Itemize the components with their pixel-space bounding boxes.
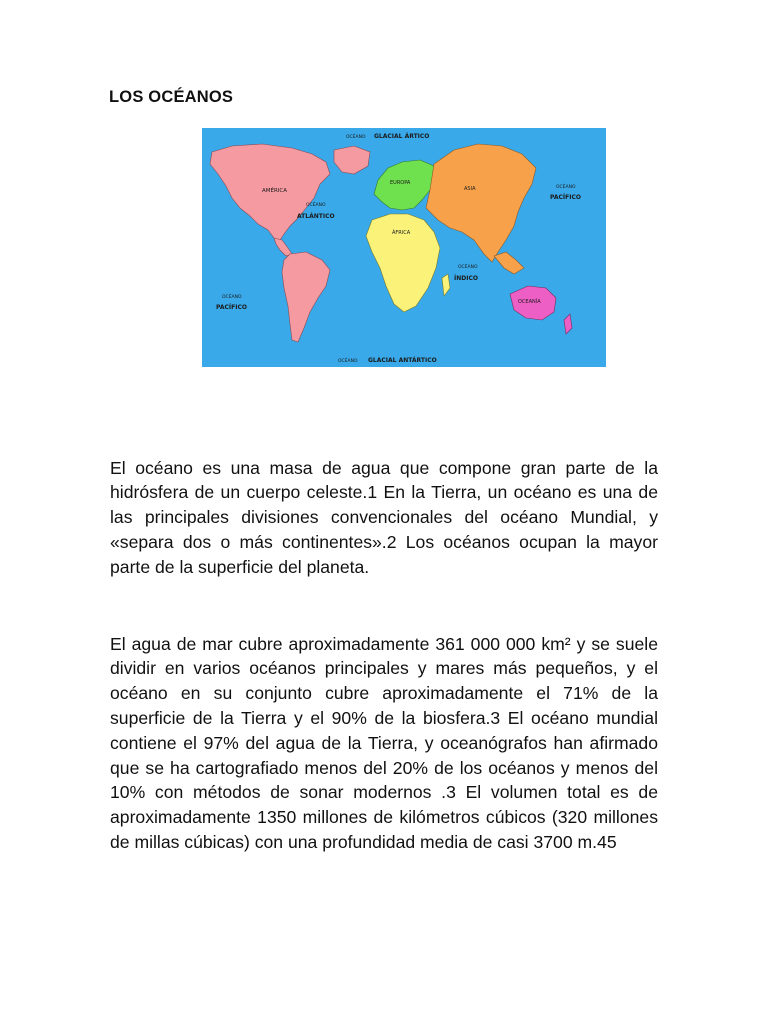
label-africa: ÁFRICA	[392, 230, 411, 236]
label-asia: ASIA	[464, 186, 476, 192]
label-america: AMÉRICA	[262, 188, 288, 194]
label-oceania: OCEANÍA	[518, 299, 541, 305]
label-pacifico-east-name: PACÍFICO	[550, 194, 581, 201]
paragraph-2: El agua de mar cubre aproximadamente 361 000 000 km² y se suele dividir en varios océanos principales y mares más pequeños, y el océano en su conjunto cubre aproximadamente el 71% de la superficie de la Tierra y el 90% de la biosfera.3 El océano mundial contiene el 97% del agua de la Tierra, y oceanógrafos han afirmado que se ha cartografiado menos del 20% de los océanos y menos del 10% con métodos de sonar modernos .3 El volumen total es de aproximadamente 1350 millones de kilómetros cúbicos (320 millones de millas cúbicas) con una profundidad media de casi 3700 m.45	[110, 633, 658, 852]
world-map	[202, 128, 606, 367]
label-atlantico-prefix: OCÉANO	[306, 203, 326, 208]
label-atlantico-name: ATLÁNTICO	[297, 213, 335, 220]
label-antartico-prefix: OCÉANO	[338, 359, 358, 364]
label-artico-name: GLACIAL ÁRTICO	[374, 133, 430, 140]
label-indico-name: ÍNDICO	[454, 275, 478, 282]
page-title: LOS OCÉANOS	[109, 88, 234, 106]
label-pacifico-east-prefix: OCÉANO	[556, 185, 576, 190]
label-antartico-name: GLACIAL ANTÁRTICO	[368, 357, 437, 364]
label-indico-prefix: OCÉANO	[458, 265, 478, 270]
label-pacifico-west-name: PACÍFICO	[216, 304, 247, 311]
label-artico-prefix: OCÉANO	[346, 135, 366, 140]
label-europa: EUROPA	[390, 180, 411, 186]
label-pacifico-west-prefix: OCÉANO	[222, 295, 242, 300]
paragraph-1: El océano es una masa de agua que compone gran parte de la hidrósfera de un cuerpo celeste.1 En la Tierra, un océano es una de las principales divisiones convencionales del océano Mundial, y «separa dos o más continentes».2 Los océanos ocupan la mayor parte de la superficie del planeta.	[110, 457, 658, 577]
